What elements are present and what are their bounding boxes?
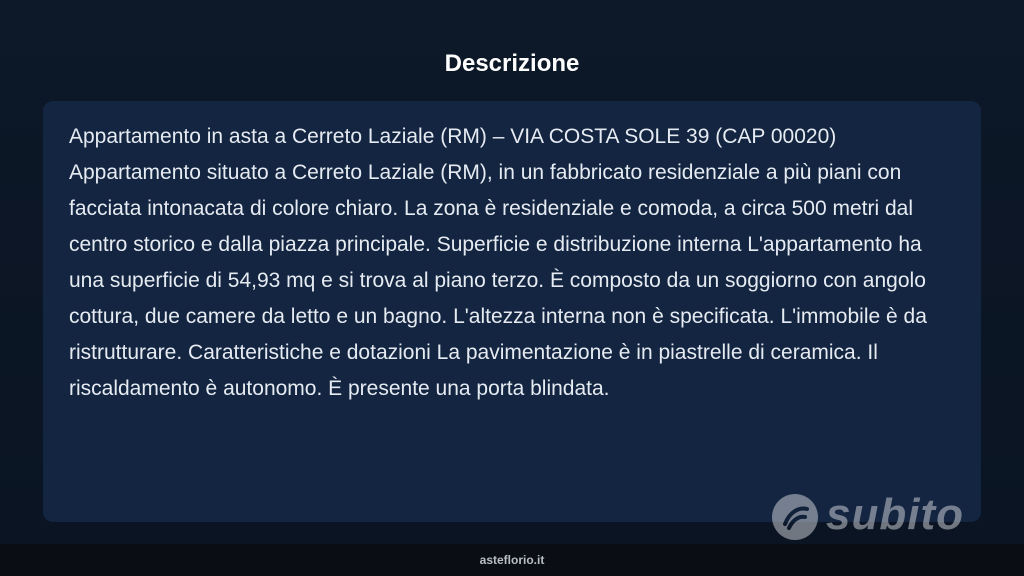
footer-bar — [0, 544, 1024, 576]
description-card — [43, 101, 981, 522]
page-title: Descrizione — [444, 50, 580, 77]
subito-logo-icon — [772, 494, 818, 540]
watermark-text: subito — [826, 490, 964, 539]
footer-site-label: asteflorio.it — [479, 553, 545, 567]
subito-watermark — [772, 492, 982, 542]
description-text: Appartamento in asta a Cerreto Laziale (RM) – VIA COSTA SOLE 39 (CAP 00020) Appartamento situato a Cerreto Laziale (RM), in un fabbricato residenziale a più piani con facciata intonacata di colore chiaro. La zona è residenziale e comoda, a circa 500 metri dal centro storico e dalla piazza principale. Superficie e distribuzione interna L'appartamento ha una superficie di 54,93 mq e si trova al piano terzo. È composto da un soggiorno con angolo cottura, due camere da letto e un bagno. L'altezza interna non è specificata. L'immobile è da ristrutturare. Caratteristiche e dotazioni La pavimentazione è in piastrelle di ceramica. Il riscaldamento è autonomo. È presente una porta blindata. — [69, 125, 927, 400]
